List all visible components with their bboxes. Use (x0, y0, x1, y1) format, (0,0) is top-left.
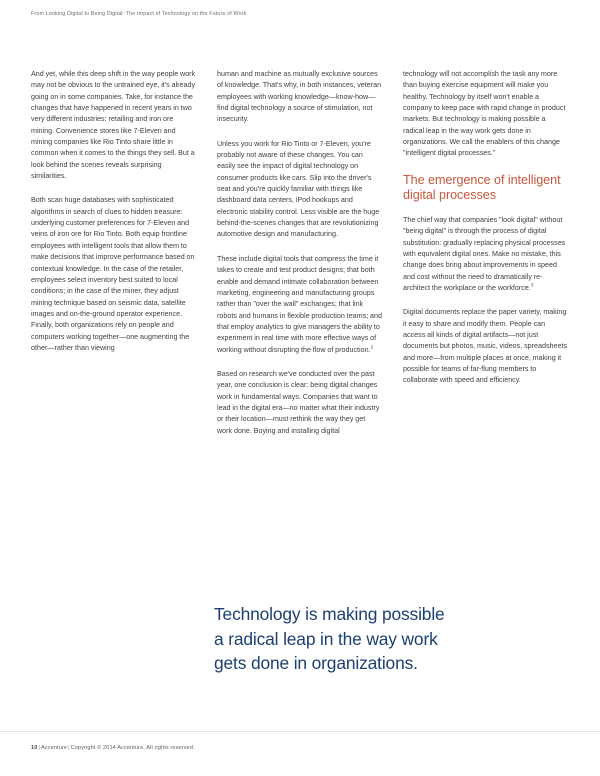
paragraph: Based on research we've conducted over the past year, one conclusion is clear: being digital changes work in fundamental ways. Companies that want to lead in the digital era—no matter what their industry or their location—must rethink the way they get work done. Buying and installing digital (217, 369, 380, 435)
pull-quote-line: gets done in organizations. (214, 653, 418, 674)
paragraph: Both scan huge databases with sophisticated algorithms in search of clues to hidden treasure: underlying customer preferences for 7-Eleven and veins of iron ore for Rio Tinto. Both equip frontline employees with intelligent tools that allow them to make decisions that improve performance based on contextual knowledge. In the case of the retailer, employees select inventory best suited to local conditions; in the case of the miner, they adjust mining technique based on seismic data, satellite images and on-the-ground operator experience. Finally, both organizations rely on people and computers working together—one augmenting the other—rather than viewing (31, 196, 195, 352)
page-footer (31, 744, 195, 752)
pull-quote (214, 602, 574, 676)
text-column-1 (31, 69, 196, 437)
paragraph: human and machine as mutually exclusive sources of knowledge. That's why, in both instances, veteran employees with working knowledge—know-how—find digital technology a source of stimulation, not insecurity. (217, 70, 382, 124)
paragraph: Unless you work for Rio Tinto or 7-Eleven, you're probably not aware of these changes. You can easily see the impact of digital technology on consumer products like cars. Slip into the driver's seat and you're quickly familiar with things like dashboard data centers, iPod hookups and electronic stability control. Less visible are the huge behind-the-scenes changes that are revolutionizing automotive design and manufacturing. (217, 139, 380, 239)
paragraph: Digital documents replace the paper variety, making it easy to share and modify them. People can access all kinds of digital artifacts—not just documents but photos, music, videos, spreadsheets and more—from multiple places at once, making it possible for teams of far-flung members to collaborate with speed and efficiency. (403, 308, 568, 385)
footnote-marker: 3 (530, 282, 534, 288)
pull-quote-line: Technology is making possible (214, 604, 445, 624)
paragraph: And yet, while this deep shift in the way people work may not be obvious to the untrained eye, it's already going on in some companies. Take, for instance the changes that have happened in recent years in two very different industries: retailing and iron ore mining. Convenience stores like 7-Eleven and mining companies like Rio Tinto share little in common when it comes to the things they sell. But a look behind the scenes reveals surprising similarities. (31, 70, 196, 181)
footer-separator: | (38, 745, 40, 751)
footer-copyright: Copyright © 2014 Accenture. All rights reserved. (70, 745, 195, 751)
text-column-3 (403, 69, 568, 437)
footnote-marker: 2 (370, 344, 374, 350)
text-column-2 (217, 69, 382, 437)
footer-company: Accenture (41, 745, 68, 751)
paragraph-with-footnote (403, 215, 568, 294)
paragraph-with-footnote (217, 254, 382, 356)
section-heading: The emergence of intelligent digital processes (403, 172, 561, 203)
footer-separator: | (68, 745, 70, 751)
paragraph-text: The chief way that companies "look digital" without "being digital" is through the process of digital substitution: gradually replacing physical processes with equivalent digital ones. Make no mistake, this change does bring about improvements in speed and cost without the need to dramatically re-architect the workplace or the workforce. (403, 215, 566, 292)
pull-quote-line: a radical leap in the way work (214, 628, 438, 649)
paragraph: technology will not accomplish the task any more than buying exercise equipment will make you healthy. Technology by itself won't enable a company to keep pace with rapid change in product markets. But technology is making possible a radical leap in the way work gets done in organizations. We call the enablers of this change "intelligent digital processes." (403, 70, 566, 158)
body-columns (31, 69, 569, 437)
footer-divider (0, 731, 600, 732)
paragraph-text: These include digital tools that compress the time it takes to create and test product designs; that both enable and demand intimate collaboration between marketing, engineering and manufacturing groups rather than "over the wall" exchanges; that link robots and humans in flexible production teams; and that employ analytics to give managers the ability to experiment in real time with more effective ways of working without disrupting the flow of production. (217, 254, 382, 354)
page-number: 10 (31, 745, 38, 751)
running-header: From Looking Digital to Being Digital: The Impact of Technology on the Future of Work (31, 11, 247, 17)
